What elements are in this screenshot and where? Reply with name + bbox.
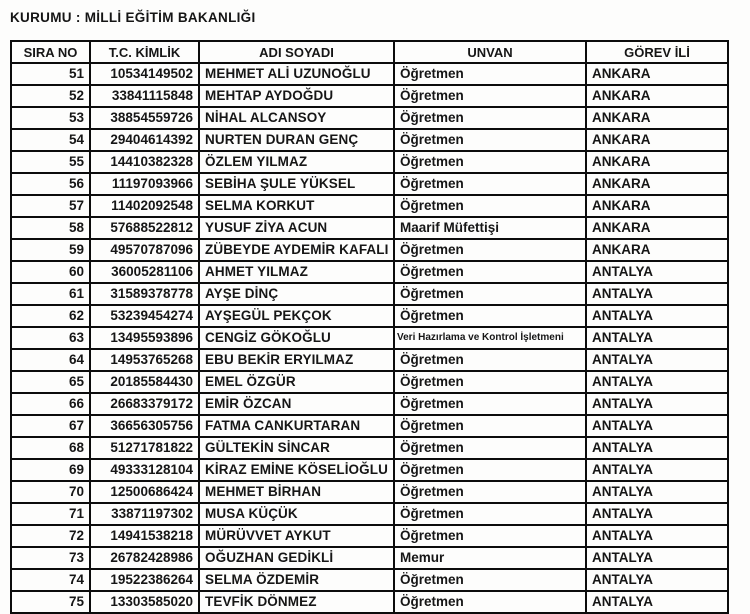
cell-unvan: Öğretmen	[394, 239, 586, 261]
table-row	[11, 195, 728, 217]
table-row	[11, 305, 728, 327]
cell-adi-soyadi: YUSUF ZİYA ACUN	[199, 217, 394, 239]
cell-tc-kimlik: 11402092548	[90, 195, 199, 217]
cell-tc-kimlik: 53239454274	[90, 305, 199, 327]
cell-sira-no: 73	[11, 547, 90, 569]
cell-tc-kimlik: 13303585020	[90, 591, 199, 613]
cell-adi-soyadi: KİRAZ EMİNE KÖSELİOĞLU	[199, 459, 394, 481]
cell-unvan: Veri Hazırlama ve Kontrol İşletmeni	[394, 327, 586, 349]
cell-gorev-ili: ANKARA	[586, 107, 728, 129]
cell-tc-kimlik: 36656305756	[90, 415, 199, 437]
cell-adi-soyadi: MUSA KÜÇÜK	[199, 503, 394, 525]
cell-tc-kimlik: 36005281106	[90, 261, 199, 283]
cell-unvan: Öğretmen	[394, 173, 586, 195]
cell-tc-kimlik: 57688522812	[90, 217, 199, 239]
cell-unvan: Maarif Müfettişi	[394, 217, 586, 239]
cell-adi-soyadi: CENGİZ GÖKOĞLU	[199, 327, 394, 349]
cell-adi-soyadi: EMİR ÖZCAN	[199, 393, 394, 415]
cell-gorev-ili: ANTALYA	[586, 393, 728, 415]
cell-gorev-ili: ANKARA	[586, 195, 728, 217]
cell-gorev-ili: ANTALYA	[586, 371, 728, 393]
cell-tc-kimlik: 49570787096	[90, 239, 199, 261]
cell-adi-soyadi: MEHMET BİRHAN	[199, 481, 394, 503]
cell-adi-soyadi: ÖZLEM YILMAZ	[199, 151, 394, 173]
column-header-unvan: UNVAN	[394, 41, 586, 63]
cell-adi-soyadi: NİHAL ALCANSOY	[199, 107, 394, 129]
cell-tc-kimlik: 33841115848	[90, 85, 199, 107]
cell-unvan: Öğretmen	[394, 591, 586, 613]
cell-sira-no: 66	[11, 393, 90, 415]
table-body	[11, 63, 728, 613]
column-header-adi-soyadi: ADI SOYADI	[199, 41, 394, 63]
table-row	[11, 217, 728, 239]
table-row	[11, 503, 728, 525]
cell-sira-no: 52	[11, 85, 90, 107]
cell-sira-no: 61	[11, 283, 90, 305]
cell-unvan: Öğretmen	[394, 129, 586, 151]
table-row	[11, 481, 728, 503]
cell-tc-kimlik: 26683379172	[90, 393, 199, 415]
cell-tc-kimlik: 11197093966	[90, 173, 199, 195]
cell-sira-no: 65	[11, 371, 90, 393]
cell-gorev-ili: ANKARA	[586, 151, 728, 173]
cell-sira-no: 74	[11, 569, 90, 591]
column-header-gorev-ili: GÖREV İLİ	[586, 41, 728, 63]
cell-gorev-ili: ANTALYA	[586, 305, 728, 327]
cell-unvan: Öğretmen	[394, 107, 586, 129]
cell-tc-kimlik: 33871197302	[90, 503, 199, 525]
cell-gorev-ili: ANKARA	[586, 63, 728, 85]
cell-unvan: Öğretmen	[394, 195, 586, 217]
cell-unvan: Öğretmen	[394, 305, 586, 327]
cell-sira-no: 67	[11, 415, 90, 437]
cell-tc-kimlik: 49333128104	[90, 459, 199, 481]
table-row	[11, 173, 728, 195]
cell-gorev-ili: ANTALYA	[586, 481, 728, 503]
cell-tc-kimlik: 20185584430	[90, 371, 199, 393]
cell-gorev-ili: ANTALYA	[586, 591, 728, 613]
cell-tc-kimlik: 14953765268	[90, 349, 199, 371]
cell-tc-kimlik: 12500686424	[90, 481, 199, 503]
cell-adi-soyadi: FATMA CANKURTARAN	[199, 415, 394, 437]
cell-tc-kimlik: 14941538218	[90, 525, 199, 547]
cell-unvan: Öğretmen	[394, 283, 586, 305]
table-row	[11, 239, 728, 261]
cell-unvan: Öğretmen	[394, 525, 586, 547]
table-row	[11, 283, 728, 305]
cell-adi-soyadi: OĞUZHAN GEDİKLİ	[199, 547, 394, 569]
personnel-table	[10, 40, 729, 614]
cell-sira-no: 53	[11, 107, 90, 129]
table-header	[11, 41, 728, 63]
cell-sira-no: 71	[11, 503, 90, 525]
table-row	[11, 525, 728, 547]
cell-gorev-ili: ANTALYA	[586, 525, 728, 547]
cell-unvan: Öğretmen	[394, 393, 586, 415]
cell-gorev-ili: ANTALYA	[586, 459, 728, 481]
table-row	[11, 547, 728, 569]
table-row	[11, 349, 728, 371]
cell-adi-soyadi: MEHTAP AYDOĞDU	[199, 85, 394, 107]
cell-unvan: Memur	[394, 547, 586, 569]
cell-gorev-ili: ANTALYA	[586, 415, 728, 437]
table-row	[11, 107, 728, 129]
cell-adi-soyadi: SELMA ÖZDEMİR	[199, 569, 394, 591]
cell-gorev-ili: ANTALYA	[586, 327, 728, 349]
cell-unvan: Öğretmen	[394, 415, 586, 437]
cell-unvan: Öğretmen	[394, 261, 586, 283]
cell-adi-soyadi: EBU BEKİR ERYILMAZ	[199, 349, 394, 371]
cell-adi-soyadi: ZÜBEYDE AYDEMİR KAFALI	[199, 239, 394, 261]
cell-gorev-ili: ANTALYA	[586, 261, 728, 283]
cell-gorev-ili: ANKARA	[586, 129, 728, 151]
cell-gorev-ili: ANTALYA	[586, 437, 728, 459]
table-row	[11, 129, 728, 151]
cell-unvan: Öğretmen	[394, 371, 586, 393]
cell-sira-no: 75	[11, 591, 90, 613]
cell-unvan: Öğretmen	[394, 63, 586, 85]
cell-sira-no: 54	[11, 129, 90, 151]
cell-gorev-ili: ANTALYA	[586, 349, 728, 371]
cell-gorev-ili: ANKARA	[586, 217, 728, 239]
cell-tc-kimlik: 31589378778	[90, 283, 199, 305]
cell-sira-no: 64	[11, 349, 90, 371]
cell-tc-kimlik: 51271781822	[90, 437, 199, 459]
table-row	[11, 151, 728, 173]
table-row	[11, 327, 728, 349]
cell-unvan: Öğretmen	[394, 151, 586, 173]
cell-adi-soyadi: AHMET YILMAZ	[199, 261, 394, 283]
cell-sira-no: 72	[11, 525, 90, 547]
cell-sira-no: 68	[11, 437, 90, 459]
cell-sira-no: 60	[11, 261, 90, 283]
table-header-row	[11, 41, 728, 63]
cell-adi-soyadi: GÜLTEKİN SİNCAR	[199, 437, 394, 459]
cell-adi-soyadi: AYŞEGÜL PEKÇOK	[199, 305, 394, 327]
table-row	[11, 85, 728, 107]
cell-adi-soyadi: SEBİHA ŞULE YÜKSEL	[199, 173, 394, 195]
cell-tc-kimlik: 13495593896	[90, 327, 199, 349]
cell-gorev-ili: ANKARA	[586, 173, 728, 195]
table-row	[11, 393, 728, 415]
cell-gorev-ili: ANTALYA	[586, 569, 728, 591]
cell-adi-soyadi: AYŞE DİNÇ	[199, 283, 394, 305]
table-row	[11, 459, 728, 481]
cell-unvan: Öğretmen	[394, 569, 586, 591]
cell-gorev-ili: ANKARA	[586, 239, 728, 261]
cell-tc-kimlik: 26782428986	[90, 547, 199, 569]
table-row	[11, 371, 728, 393]
table-row	[11, 437, 728, 459]
cell-unvan: Öğretmen	[394, 503, 586, 525]
cell-adi-soyadi: TEVFİK DÖNMEZ	[199, 591, 394, 613]
cell-sira-no: 69	[11, 459, 90, 481]
cell-adi-soyadi: EMEL ÖZGÜR	[199, 371, 394, 393]
cell-adi-soyadi: MEHMET ALİ UZUNOĞLU	[199, 63, 394, 85]
table-row	[11, 261, 728, 283]
cell-adi-soyadi: NURTEN DURAN GENÇ	[199, 129, 394, 151]
cell-gorev-ili: ANTALYA	[586, 547, 728, 569]
cell-unvan: Öğretmen	[394, 481, 586, 503]
cell-gorev-ili: ANTALYA	[586, 283, 728, 305]
cell-sira-no: 56	[11, 173, 90, 195]
column-header-tc-kimlik: T.C. KİMLİK	[90, 41, 199, 63]
cell-sira-no: 55	[11, 151, 90, 173]
cell-sira-no: 62	[11, 305, 90, 327]
cell-sira-no: 51	[11, 63, 90, 85]
cell-tc-kimlik: 19522386264	[90, 569, 199, 591]
table-row	[11, 63, 728, 85]
cell-gorev-ili: ANKARA	[586, 85, 728, 107]
cell-adi-soyadi: MÜRÜVVET AYKUT	[199, 525, 394, 547]
cell-sira-no: 57	[11, 195, 90, 217]
cell-sira-no: 63	[11, 327, 90, 349]
kurum-title: KURUMU : MİLLİ EĞİTİM BAKANLIĞI	[10, 10, 256, 25]
cell-unvan: Öğretmen	[394, 437, 586, 459]
cell-unvan: Öğretmen	[394, 85, 586, 107]
table-row	[11, 569, 728, 591]
cell-unvan: Öğretmen	[394, 349, 586, 371]
table-row	[11, 415, 728, 437]
cell-tc-kimlik: 14410382328	[90, 151, 199, 173]
table-row	[11, 591, 728, 613]
cell-tc-kimlik: 29404614392	[90, 129, 199, 151]
cell-tc-kimlik: 10534149502	[90, 63, 199, 85]
cell-sira-no: 70	[11, 481, 90, 503]
cell-unvan: Öğretmen	[394, 459, 586, 481]
column-header-sira-no: SIRA NO	[11, 41, 90, 63]
cell-tc-kimlik: 38854559726	[90, 107, 199, 129]
cell-sira-no: 58	[11, 217, 90, 239]
cell-adi-soyadi: SELMA KORKUT	[199, 195, 394, 217]
cell-gorev-ili: ANTALYA	[586, 503, 728, 525]
cell-sira-no: 59	[11, 239, 90, 261]
